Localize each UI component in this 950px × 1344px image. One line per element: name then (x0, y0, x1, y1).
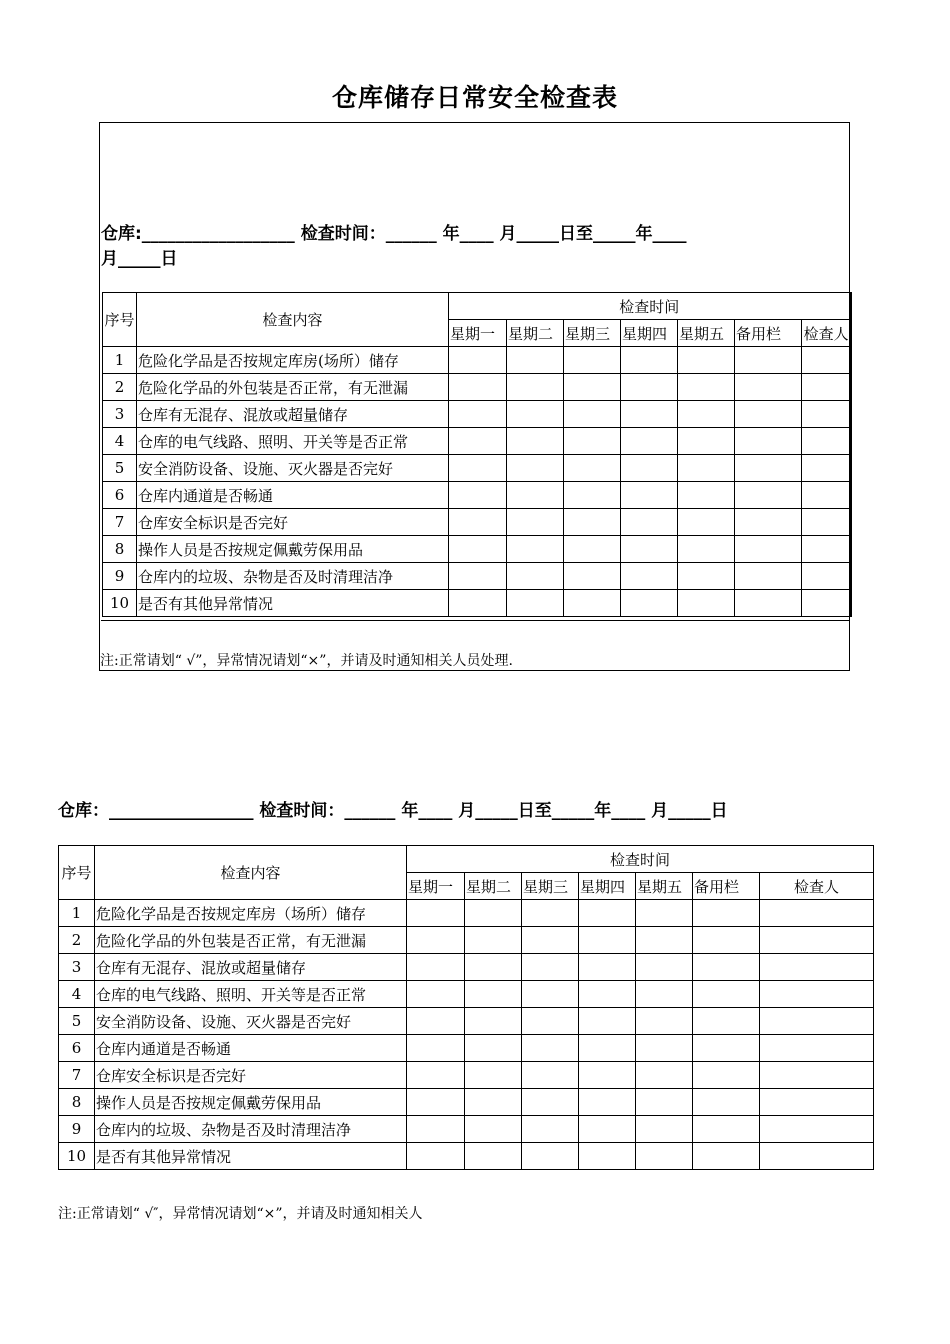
row-item: 是否有其他异常情况 (95, 1143, 407, 1170)
table-row (103, 455, 851, 482)
table-header-row (103, 293, 851, 320)
check-cell[interactable] (507, 401, 564, 428)
row-item: 危险化学品是否按规定库房(场所）储存 (137, 347, 449, 374)
table-row (103, 401, 851, 428)
check-cell[interactable] (564, 482, 621, 509)
day-header: 星期一 (407, 873, 465, 900)
day-header: 星期五 (636, 873, 693, 900)
check-cell[interactable] (449, 401, 507, 428)
check-cell[interactable] (760, 1116, 874, 1143)
check-cell[interactable] (407, 927, 465, 954)
check-cell[interactable] (522, 1089, 579, 1116)
table-row (103, 536, 851, 563)
check-cell[interactable] (636, 900, 693, 927)
check-cell[interactable] (802, 374, 851, 401)
check-cell[interactable] (564, 563, 621, 590)
check-cell[interactable] (760, 1008, 874, 1035)
check-cell[interactable] (465, 927, 522, 954)
check-cell[interactable] (465, 981, 522, 1008)
check-cell[interactable] (621, 536, 678, 563)
page-title: 仓库储存日常安全检查表 (331, 83, 618, 112)
check-cell[interactable] (407, 1116, 465, 1143)
check-cell[interactable] (760, 1062, 874, 1089)
check-cell[interactable] (636, 1116, 693, 1143)
check-cell[interactable] (507, 347, 564, 374)
check-cell[interactable] (735, 374, 802, 401)
check-cell[interactable] (621, 374, 678, 401)
row-number: 9 (103, 563, 137, 590)
check-cell[interactable] (407, 1062, 465, 1089)
check-cell[interactable] (407, 954, 465, 981)
check-cell[interactable] (693, 1116, 760, 1143)
check-cell[interactable] (735, 428, 802, 455)
form1-header-line1: 仓库:__________________ 检查时间：______ 年____ 月_____日至_____年____ (101, 224, 687, 244)
row-item: 危险化学品的外包装是否正常，有无泄漏 (137, 374, 449, 401)
check-cell[interactable] (465, 1035, 522, 1062)
row-number: 2 (59, 927, 95, 954)
check-cell[interactable] (678, 428, 735, 455)
check-cell[interactable] (760, 900, 874, 927)
check-cell[interactable] (579, 927, 636, 954)
form1-header (101, 222, 821, 272)
check-cell[interactable] (735, 509, 802, 536)
check-cell[interactable] (621, 401, 678, 428)
check-cell[interactable] (621, 482, 678, 509)
check-cell[interactable] (636, 1062, 693, 1089)
row-item: 仓库有无混存、混放或超量储存 (137, 401, 449, 428)
check-cell[interactable] (693, 981, 760, 1008)
form2-check-table (58, 845, 874, 1170)
check-cell[interactable] (507, 509, 564, 536)
check-cell[interactable] (449, 590, 507, 617)
check-cell[interactable] (522, 981, 579, 1008)
row-number: 7 (103, 509, 137, 536)
check-cell[interactable] (465, 954, 522, 981)
check-cell[interactable] (678, 374, 735, 401)
check-cell[interactable] (579, 1143, 636, 1170)
row-item: 仓库的电气线路、照明、开关等是否正常 (95, 981, 407, 1008)
table-row (103, 590, 851, 617)
check-cell[interactable] (564, 536, 621, 563)
check-cell[interactable] (735, 401, 802, 428)
day-header: 星期二 (465, 873, 522, 900)
day-header: 星期二 (507, 320, 564, 347)
table-row (59, 1143, 874, 1170)
check-cell[interactable] (579, 1008, 636, 1035)
row-number: 4 (59, 981, 95, 1008)
check-cell[interactable] (407, 981, 465, 1008)
check-cell[interactable] (522, 927, 579, 954)
check-cell[interactable] (579, 1089, 636, 1116)
check-cell[interactable] (507, 455, 564, 482)
row-item: 安全消防设备、设施、灭火器是否完好 (137, 455, 449, 482)
check-cell[interactable] (522, 900, 579, 927)
check-cell[interactable] (449, 347, 507, 374)
check-cell[interactable] (579, 1116, 636, 1143)
check-cell[interactable] (678, 536, 735, 563)
row-item: 仓库安全标识是否完好 (137, 509, 449, 536)
check-cell[interactable] (678, 590, 735, 617)
form2-header: 仓库：_________________ 检查时间：______ 年____ 月_____日至_____年____ 月_____日 (58, 801, 728, 821)
row-number: 6 (103, 482, 137, 509)
table-row (103, 509, 851, 536)
form1-header-line2: 月_____日 (101, 249, 178, 269)
check-cell[interactable] (678, 563, 735, 590)
row-item: 危险化学品的外包装是否正常，有无泄漏 (95, 927, 407, 954)
row-number: 10 (59, 1143, 95, 1170)
row-number: 5 (59, 1008, 95, 1035)
content-header: 检查内容 (95, 846, 407, 900)
time-header: 检查时间 (407, 846, 874, 873)
day-header: 星期五 (678, 320, 735, 347)
row-number: 9 (59, 1116, 95, 1143)
check-cell[interactable] (465, 900, 522, 927)
check-cell[interactable] (760, 954, 874, 981)
check-cell[interactable] (507, 374, 564, 401)
check-cell[interactable] (407, 1035, 465, 1062)
check-cell[interactable] (407, 1008, 465, 1035)
day-header: 星期四 (579, 873, 636, 900)
check-cell[interactable] (802, 536, 851, 563)
seq-header: 序号 (59, 846, 95, 900)
check-cell[interactable] (449, 374, 507, 401)
check-cell[interactable] (735, 536, 802, 563)
check-cell[interactable] (507, 482, 564, 509)
check-cell[interactable] (735, 563, 802, 590)
check-cell[interactable] (636, 981, 693, 1008)
row-number: 3 (59, 954, 95, 981)
table-row (103, 374, 851, 401)
check-cell[interactable] (802, 401, 851, 428)
table-row (59, 900, 874, 927)
check-cell[interactable] (636, 1089, 693, 1116)
table-row (59, 927, 874, 954)
row-item: 操作人员是否按规定佩戴劳保用品 (137, 536, 449, 563)
check-cell[interactable] (465, 1008, 522, 1035)
check-cell[interactable] (621, 428, 678, 455)
check-cell[interactable] (465, 1116, 522, 1143)
check-cell[interactable] (579, 981, 636, 1008)
table-row (103, 428, 851, 455)
time-header: 检查时间 (449, 293, 851, 320)
table-row (103, 563, 851, 590)
check-cell[interactable] (636, 954, 693, 981)
form1-divider (101, 620, 850, 621)
check-cell[interactable] (579, 900, 636, 927)
check-cell[interactable] (678, 401, 735, 428)
table-row (103, 347, 851, 374)
form2-note: 注:正常请划“ √″，异常情况请划“×”，并请及时通知相关人 (58, 1206, 423, 1222)
content-header: 检查内容 (137, 293, 449, 347)
row-item: 仓库内通道是否畅通 (137, 482, 449, 509)
check-cell[interactable] (522, 1116, 579, 1143)
check-cell[interactable] (522, 1008, 579, 1035)
check-cell[interactable] (465, 1143, 522, 1170)
check-cell[interactable] (693, 900, 760, 927)
check-cell[interactable] (522, 1062, 579, 1089)
row-number: 3 (103, 401, 137, 428)
check-cell[interactable] (564, 428, 621, 455)
row-item: 危险化学品是否按规定库房（场所）储存 (95, 900, 407, 927)
row-item: 仓库内通道是否畅通 (95, 1035, 407, 1062)
check-cell[interactable] (621, 455, 678, 482)
check-cell[interactable] (678, 455, 735, 482)
table-header-row (59, 846, 874, 873)
row-item: 仓库安全标识是否完好 (95, 1062, 407, 1089)
check-cell[interactable] (735, 455, 802, 482)
check-cell[interactable] (678, 509, 735, 536)
check-cell[interactable] (802, 455, 851, 482)
check-cell[interactable] (760, 1035, 874, 1062)
check-cell[interactable] (621, 509, 678, 536)
check-cell[interactable] (507, 590, 564, 617)
check-cell[interactable] (621, 563, 678, 590)
check-cell[interactable] (407, 1143, 465, 1170)
check-cell[interactable] (735, 590, 802, 617)
check-cell[interactable] (449, 482, 507, 509)
check-cell[interactable] (407, 1089, 465, 1116)
form1-check-table (102, 292, 852, 617)
check-cell[interactable] (693, 1008, 760, 1035)
table-row (59, 1116, 874, 1143)
row-item: 仓库的电气线路、照明、开关等是否正常 (137, 428, 449, 455)
check-cell[interactable] (760, 981, 874, 1008)
check-cell[interactable] (693, 1062, 760, 1089)
check-cell[interactable] (449, 536, 507, 563)
check-cell[interactable] (802, 428, 851, 455)
check-cell[interactable] (407, 900, 465, 927)
row-number: 1 (103, 347, 137, 374)
row-number: 8 (59, 1089, 95, 1116)
form1-note: 注:正常请划“ √”，异常情况请划“×”，并请及时通知相关人员处理. (100, 653, 513, 669)
day-header: 备用栏 (735, 320, 802, 347)
check-cell[interactable] (507, 428, 564, 455)
row-number: 5 (103, 455, 137, 482)
check-cell[interactable] (693, 1089, 760, 1116)
row-item: 仓库有无混存、混放或超量储存 (95, 954, 407, 981)
check-cell[interactable] (636, 1143, 693, 1170)
check-cell[interactable] (522, 1035, 579, 1062)
check-cell[interactable] (564, 509, 621, 536)
check-cell[interactable] (735, 482, 802, 509)
day-header: 备用栏 (693, 873, 760, 900)
row-number: 6 (59, 1035, 95, 1062)
check-cell[interactable] (564, 347, 621, 374)
check-cell[interactable] (564, 401, 621, 428)
table-row (59, 1062, 874, 1089)
check-cell[interactable] (449, 455, 507, 482)
row-number: 2 (103, 374, 137, 401)
row-item: 安全消防设备、设施、灭火器是否完好 (95, 1008, 407, 1035)
check-cell[interactable] (449, 509, 507, 536)
check-cell[interactable] (579, 1062, 636, 1089)
day-header: 星期三 (522, 873, 579, 900)
row-number: 10 (103, 590, 137, 617)
row-item: 操作人员是否按规定佩戴劳保用品 (95, 1089, 407, 1116)
check-cell[interactable] (802, 347, 851, 374)
row-item: 仓库内的垃圾、杂物是否及时清理洁净 (137, 563, 449, 590)
check-cell[interactable] (465, 1062, 522, 1089)
check-cell[interactable] (636, 1035, 693, 1062)
check-cell[interactable] (636, 927, 693, 954)
check-cell[interactable] (735, 347, 802, 374)
check-cell[interactable] (507, 563, 564, 590)
check-cell[interactable] (693, 927, 760, 954)
check-cell[interactable] (760, 927, 874, 954)
check-cell[interactable] (579, 954, 636, 981)
check-cell[interactable] (760, 1089, 874, 1116)
day-header: 星期三 (564, 320, 621, 347)
seq-header: 序号 (103, 293, 137, 347)
check-cell[interactable] (802, 482, 851, 509)
check-cell[interactable] (522, 1143, 579, 1170)
check-cell[interactable] (693, 1035, 760, 1062)
row-number: 1 (59, 900, 95, 927)
row-item: 是否有其他异常情况 (137, 590, 449, 617)
table-row (59, 981, 874, 1008)
check-cell[interactable] (449, 428, 507, 455)
day-header: 星期一 (449, 320, 507, 347)
day-header: 星期四 (621, 320, 678, 347)
check-cell[interactable] (564, 374, 621, 401)
check-cell[interactable] (802, 590, 851, 617)
table-row (59, 954, 874, 981)
check-cell[interactable] (564, 455, 621, 482)
check-cell[interactable] (802, 509, 851, 536)
check-cell[interactable] (693, 954, 760, 981)
row-number: 8 (103, 536, 137, 563)
table-row (59, 1035, 874, 1062)
check-cell[interactable] (564, 590, 621, 617)
check-cell[interactable] (678, 347, 735, 374)
inspector-header: 检查人 (802, 320, 851, 347)
check-cell[interactable] (760, 1143, 874, 1170)
row-number: 7 (59, 1062, 95, 1089)
check-cell[interactable] (449, 563, 507, 590)
check-cell[interactable] (802, 563, 851, 590)
check-cell[interactable] (621, 347, 678, 374)
inspector-header: 检查人 (760, 873, 874, 900)
check-cell[interactable] (465, 1089, 522, 1116)
row-item: 仓库内的垃圾、杂物是否及时清理洁净 (95, 1116, 407, 1143)
check-cell[interactable] (636, 1008, 693, 1035)
table-row (59, 1008, 874, 1035)
check-cell[interactable] (522, 954, 579, 981)
check-cell[interactable] (693, 1143, 760, 1170)
table-row (103, 482, 851, 509)
row-number: 4 (103, 428, 137, 455)
check-cell[interactable] (507, 536, 564, 563)
table-row (59, 1089, 874, 1116)
check-cell[interactable] (621, 590, 678, 617)
check-cell[interactable] (579, 1035, 636, 1062)
check-cell[interactable] (678, 482, 735, 509)
